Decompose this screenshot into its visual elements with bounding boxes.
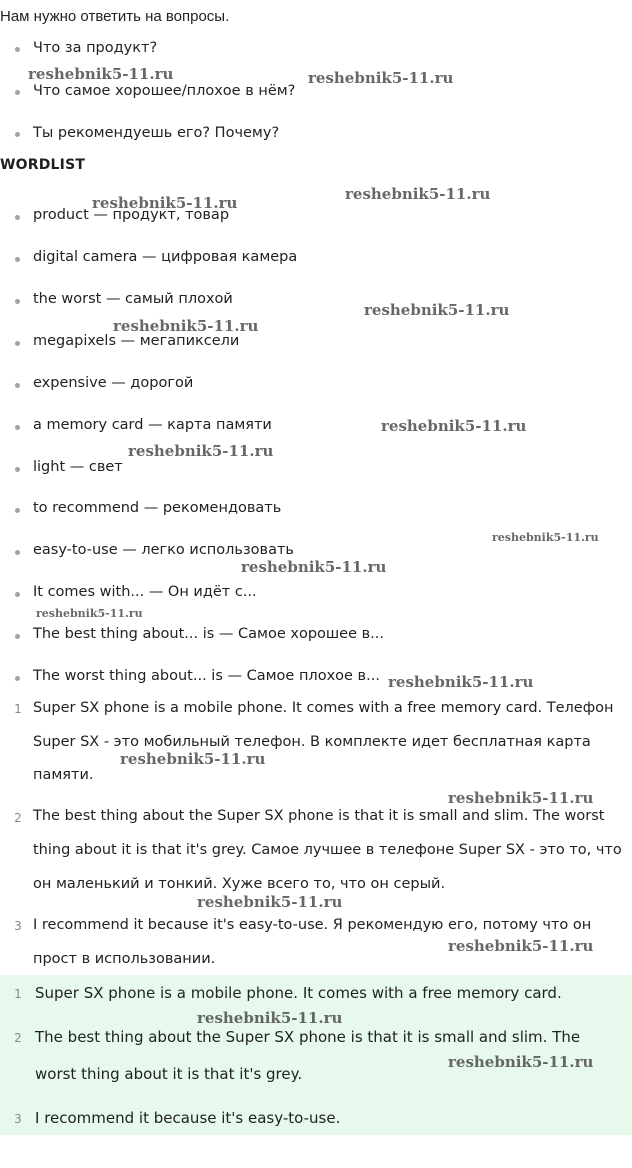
- wordlist-item: expensive — дорогой: [33, 375, 194, 391]
- bullet-dot: [15, 508, 20, 513]
- bullet-dot: [15, 341, 20, 346]
- question-item: Ты рекомендуешь его? Почему?: [33, 125, 280, 141]
- bullet-dot: [15, 215, 20, 220]
- answer-line: памяти.: [33, 767, 94, 783]
- wordlist-item: to recommend — рекомендовать: [33, 500, 282, 516]
- intro-text: Нам нужно ответить на вопросы.: [0, 8, 230, 25]
- final-answer-number: 2: [14, 1031, 22, 1045]
- answer-line: прост в использовании.: [33, 951, 216, 967]
- question-item: Что за продукт?: [33, 40, 158, 56]
- final-answer-line: Super SX phone is a mobile phone. It comes with a free memory card.: [35, 984, 562, 1002]
- wordlist-item: digital camera — цифровая камера: [33, 249, 298, 265]
- wordlist-item: easy-to-use — легко использовать: [33, 542, 294, 558]
- bullet-dot: [15, 90, 20, 95]
- answer-line: The best thing about the Super SX phone is that it is small and slim. The worst: [33, 808, 605, 824]
- watermark: reshebnik5-11.ru: [197, 893, 343, 911]
- bullet-dot: [15, 467, 20, 472]
- watermark: reshebnik5-11.ru: [345, 185, 491, 203]
- watermark: reshebnik5-11.ru: [364, 301, 510, 319]
- wordlist-item: light — свет: [33, 459, 123, 475]
- watermark: reshebnik5-11.ru: [36, 607, 143, 620]
- bullet-dot: [15, 47, 20, 52]
- watermark: reshebnik5-11.ru: [388, 673, 534, 691]
- bullet-dot: [15, 634, 20, 639]
- watermark: reshebnik5-11.ru: [197, 1009, 343, 1027]
- bullet-dot: [15, 592, 20, 597]
- wordlist-item: megapixels — мегапиксели: [33, 333, 240, 349]
- answer-line: thing about it is that it's grey. Самое лучшее в телефоне Super SX - это то, что: [33, 842, 622, 858]
- wordlist-item: The worst thing about... is — Самое плохое в...: [33, 668, 380, 684]
- final-answer-line: The best thing about the Super SX phone is that it is small and slim. The: [35, 1028, 581, 1046]
- watermark: reshebnik5-11.ru: [308, 69, 454, 87]
- answer-line: Super SX phone is a mobile phone. It comes with a free memory card. Телефон: [33, 700, 614, 716]
- answer-number: 2: [14, 811, 22, 825]
- wordlist-item: a memory card — карта памяти: [33, 417, 272, 433]
- question-item: Что самое хорошее/плохое в нём?: [33, 83, 296, 99]
- final-answer-number: 3: [14, 1112, 22, 1126]
- answer-line: он маленький и тонкий. Хуже всего то, что он серый.: [33, 876, 446, 892]
- answer-number: 1: [14, 702, 22, 716]
- wordlist-item: product — продукт, товар: [33, 207, 230, 223]
- answer-line: Super SX - это мобильный телефон. В комплекте идет бесплатная карта: [33, 734, 591, 750]
- watermark: reshebnik5-11.ru: [448, 937, 594, 955]
- wordlist-item: The best thing about... is — Самое хорошее в...: [33, 626, 385, 642]
- wordlist-heading: WORDLIST: [0, 157, 86, 173]
- bullet-dot: [15, 132, 20, 137]
- bullet-dot: [15, 550, 20, 555]
- bullet-dot: [15, 299, 20, 304]
- watermark: reshebnik5-11.ru: [492, 531, 599, 544]
- bullet-dot: [15, 676, 20, 681]
- wordlist-item: It comes with... — Он идёт с...: [33, 584, 257, 600]
- bullet-dot: [15, 257, 20, 262]
- watermark: reshebnik5-11.ru: [92, 194, 238, 212]
- final-answer-line: worst thing about it is that it's grey.: [35, 1065, 303, 1083]
- watermark: reshebnik5-11.ru: [381, 417, 527, 435]
- wordlist-item: the worst — самый плохой: [33, 291, 233, 307]
- watermark: reshebnik5-11.ru: [120, 750, 266, 768]
- watermark: reshebnik5-11.ru: [241, 558, 387, 576]
- final-answer-number: 1: [14, 987, 22, 1001]
- final-answer-line: I recommend it because it's easy-to-use.: [35, 1109, 341, 1127]
- watermark: reshebnik5-11.ru: [128, 442, 274, 460]
- watermark: reshebnik5-11.ru: [448, 1053, 594, 1071]
- watermark: reshebnik5-11.ru: [448, 789, 594, 807]
- watermark: reshebnik5-11.ru: [28, 65, 174, 83]
- bullet-dot: [15, 383, 20, 388]
- watermark: reshebnik5-11.ru: [113, 317, 259, 335]
- answer-number: 3: [14, 919, 22, 933]
- answer-line: I recommend it because it's easy-to-use. Я рекомендую его, потому что он: [33, 917, 592, 933]
- bullet-dot: [15, 425, 20, 430]
